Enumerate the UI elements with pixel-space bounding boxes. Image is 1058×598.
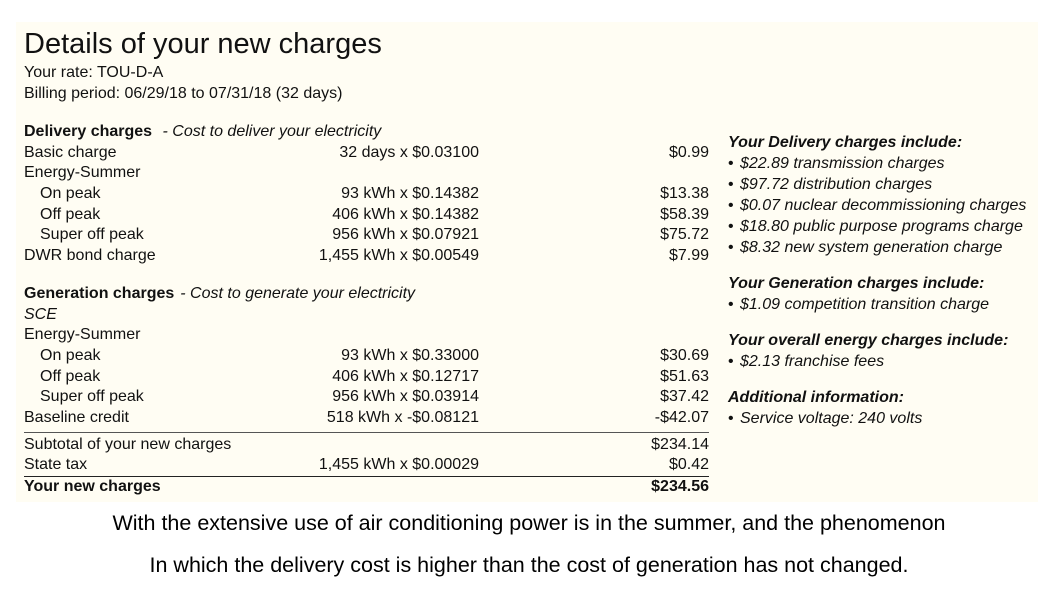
page-title: Details of your new charges [24, 28, 382, 60]
row-amount: $7.99 [668, 247, 709, 265]
table-row [24, 455, 709, 476]
row-amount: $13.38 [660, 185, 709, 203]
generation-subheading: - Cost to generate your electricity [180, 284, 416, 302]
row-label: Super off peak [40, 226, 144, 244]
row-label: Your new charges [24, 478, 161, 495]
delivery-heading: Delivery charges [24, 123, 153, 140]
table-row [24, 246, 709, 267]
row-amount: $0.99 [668, 143, 709, 161]
row-label: On peak [40, 346, 101, 364]
table-row [24, 387, 709, 408]
row-label: Off peak [40, 367, 101, 385]
row-amount: $234.14 [651, 435, 709, 453]
delivery-section-header [24, 122, 709, 143]
row-calculation: 406 kWh x $0.14382 [332, 205, 479, 223]
list-item: • $97.72 distribution charges [728, 174, 1028, 195]
generation-section-header [24, 284, 709, 305]
list-item: • $1.09 competition transition charge [728, 294, 1028, 315]
list-item: • $18.80 public purpose programs charge [728, 216, 1028, 237]
table-row [24, 143, 709, 164]
row-label: On peak [40, 185, 101, 203]
list-item: • $22.89 transmission charges [728, 153, 1028, 174]
table-row [24, 408, 709, 429]
table-row [24, 346, 709, 367]
row-amount: $58.39 [660, 205, 709, 223]
energy-notes [728, 330, 1028, 372]
row-label: Basic charge [24, 143, 117, 161]
row-amount: -$42.07 [654, 408, 709, 426]
row-calculation: 93 kWh x $0.33000 [341, 346, 479, 364]
row-amount: $37.42 [660, 388, 709, 406]
table-row [24, 325, 709, 346]
generation-notes [728, 273, 1028, 315]
table-row [24, 205, 709, 226]
list-item: • Service voltage: 240 volts [728, 408, 1028, 429]
season-label: Energy-Summer [24, 326, 141, 344]
charges-table [24, 122, 709, 498]
subtotal-divider [24, 432, 709, 433]
row-calculation: 1,455 kWh x $0.00029 [318, 456, 479, 474]
charges-notes [728, 132, 1028, 444]
billing-period-line: Billing period: 06/29/18 to 07/31/18 (32 days) [24, 85, 343, 102]
note-heading: Additional information: [728, 389, 904, 406]
note-heading: Your Generation charges include: [728, 275, 985, 292]
caption-line-2: In which the delivery cost is higher than the cost of generation has not changed. [149, 553, 909, 577]
additional-notes [728, 387, 1028, 429]
row-calculation: 956 kWh x $0.03914 [332, 388, 479, 406]
row-label: State tax [24, 456, 88, 474]
row-amount: $75.72 [660, 226, 709, 244]
list-item: • $0.07 nuclear decommissioning charges [728, 195, 1028, 216]
bill-details-panel [16, 22, 1038, 502]
delivery-subheading: - Cost to deliver your electricity [158, 123, 382, 140]
row-calculation: 518 kWh x -$0.08121 [326, 408, 479, 426]
row-label: Off peak [40, 205, 101, 223]
total-row [24, 477, 709, 498]
row-calculation: 93 kWh x $0.14382 [341, 185, 479, 203]
row-calculation: 1,455 kWh x $0.00549 [318, 247, 479, 265]
row-amount: $30.69 [660, 346, 709, 364]
caption-line-1: With the extensive use of air conditioning power is in the summer, and the phenomenon [112, 511, 946, 535]
rate-line: Your rate: TOU-D-A [24, 64, 164, 81]
table-row [24, 435, 709, 456]
list-item: • $8.32 new system generation charge [728, 237, 1028, 258]
row-calculation: 406 kWh x $0.12717 [332, 367, 479, 385]
row-calculation: 956 kWh x $0.07921 [332, 226, 479, 244]
row-amount: $0.42 [668, 456, 709, 474]
list-item: • $2.13 franchise fees [728, 351, 1028, 372]
table-row [24, 184, 709, 205]
table-row [24, 163, 709, 184]
note-heading: Your Delivery charges include: [728, 134, 963, 151]
table-row [24, 225, 709, 246]
provider-label: SCE [24, 305, 57, 323]
row-label: Subtotal of your new charges [24, 435, 232, 453]
row-label: Baseline credit [24, 408, 129, 426]
note-heading: Your overall energy charges include: [728, 332, 1009, 349]
delivery-notes [728, 132, 1028, 258]
season-label: Energy-Summer [24, 164, 141, 182]
table-row [24, 305, 709, 326]
row-amount: $51.63 [660, 367, 709, 385]
row-label: DWR bond charge [24, 247, 156, 265]
row-label: Super off peak [40, 388, 144, 406]
table-row [24, 367, 709, 388]
row-calculation: 32 days x $0.03100 [339, 143, 479, 161]
row-amount: $234.56 [651, 478, 709, 495]
generation-heading: Generation charges [24, 284, 175, 302]
